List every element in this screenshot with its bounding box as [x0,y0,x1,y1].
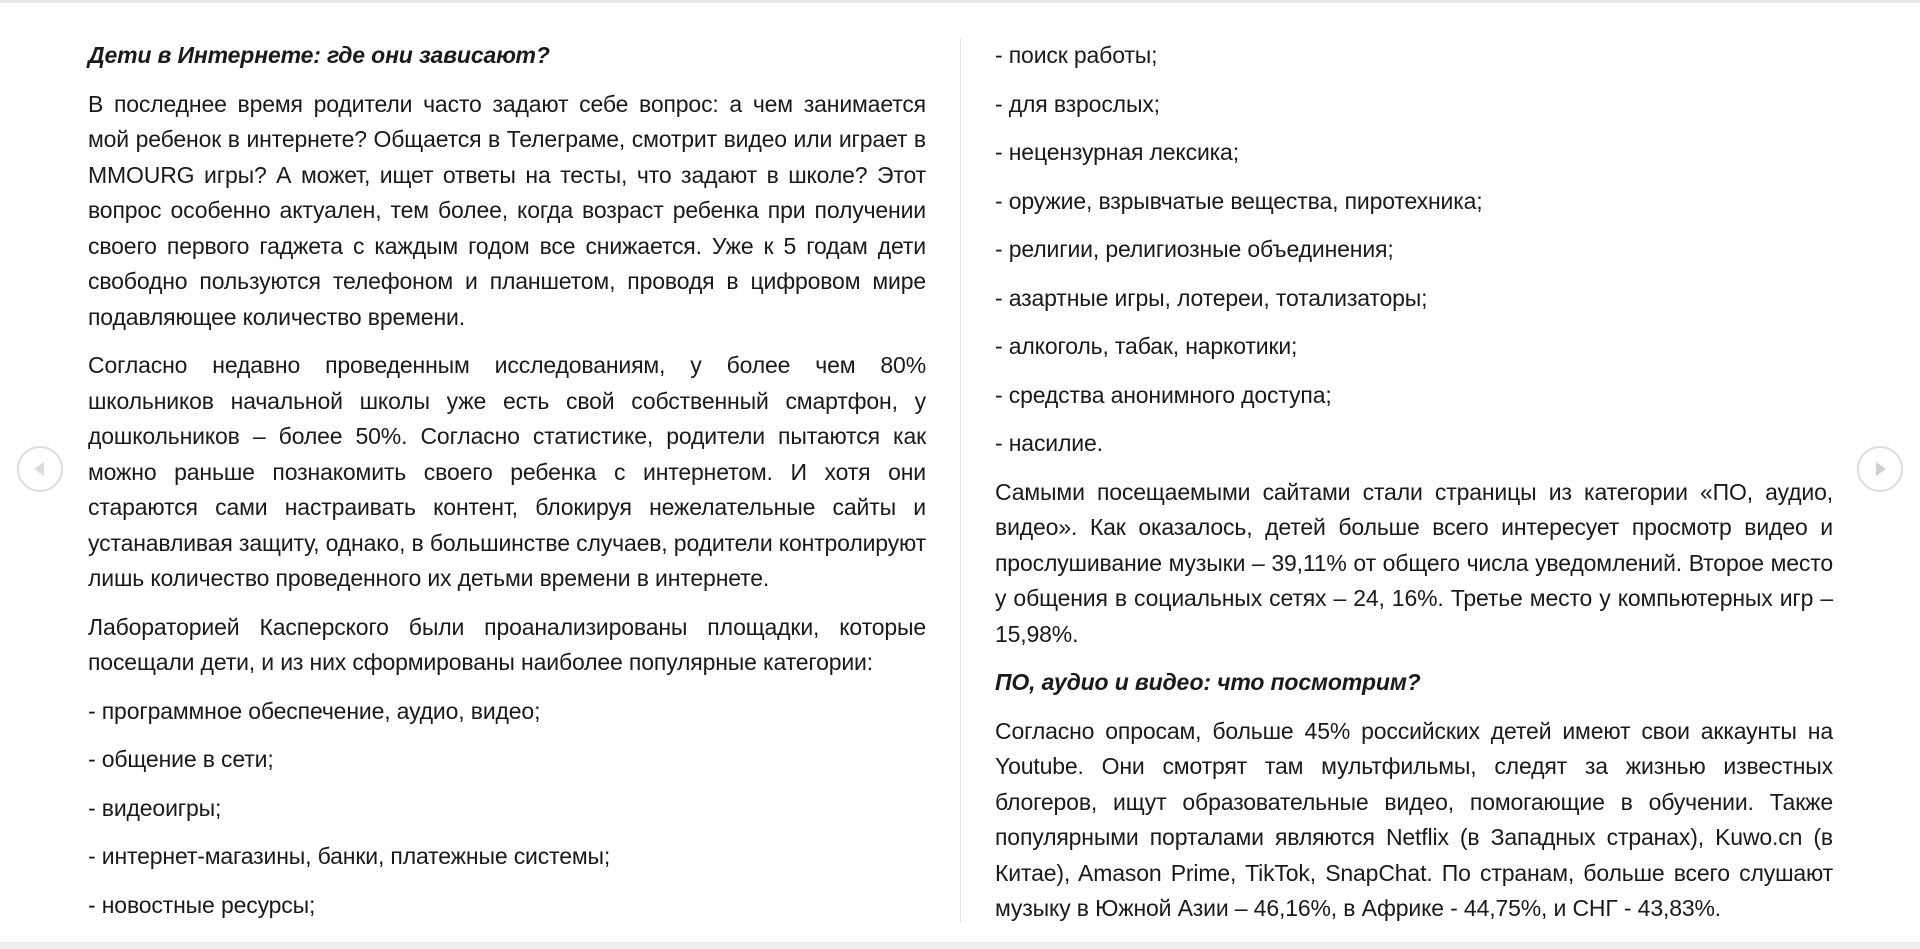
paragraph: Лабораторией Касперского были проанализированы площадки, которые посещали дети, и из них сформированы наиболее популярные категории: [88,613,926,675]
list-item: - интернет-магазины, банки, платежные системы; [88,843,611,869]
list-item: - поиск работы; [995,42,1158,68]
list-item: - общение в сети; [88,746,274,772]
list-item: - средства анонимного доступа; [995,381,1332,408]
list-item: - для взрослых; [995,90,1160,117]
section-heading: Дети в Интернете: где они зависают? [88,42,550,68]
list-item: - насилие. [995,430,1103,456]
list-item: - программное обеспечение, аудио, видео; [88,697,541,724]
paragraph: В последнее время родители часто задают себе вопрос: а чем занимается мой ребенок в интернете? Общается в Телеграме, смотрит видео или играет в MMOURG игры? А может, ищет ответы на тесты, что задают в школе? Этот вопрос особенно актуален, тем более, когда возраст ребенка при получении своего первого гаджета с каждым годом все снижается. Уже к 5 годам дети свободно пользуются телефоном и планшетом, проводя в цифровом мире подавляющее количество времени. [88,90,926,330]
category-list [995,38,1833,462]
list-item: - нецензурная лексика; [995,139,1239,165]
list-item: - новостные ресурсы; [88,891,316,918]
page-divider [960,38,961,923]
right-page [995,38,1833,940]
paragraph: Согласно недавно проведенным исследованиям, у более чем 80% школьников начальной школы уже есть свой собственный смартфон, у дошкольников – более 50%. Согласно статистике, родители пытаются как можно раньше познакомить своего ребенка с интернетом. И хотя они стараются сами настраивать контент, блокируя нежелательные сайты и устанавливая защиту, однако, в большинстве случаев, родители контролируют лишь количество проведенного их детьми времени в интернете. [88,352,926,591]
previous-page-button[interactable] [17,446,63,492]
chevron-right-icon [1870,459,1890,479]
section-heading: ПО, аудио и видео: что посмотрим? [995,669,1421,695]
list-item: - религии, религиозные объединения; [995,236,1394,262]
paragraph: Самыми посещаемыми сайтами стали страницы из категории «ПО, аудио, видео». Как оказалось, детей больше всего интересует просмотр видео и прослушивание музыки – 39,11% от общего числа уведомлений. Второе место у общения в социальных сетях – 24, 16%. Третье место у компьютерных игр – 15,98%. [995,478,1833,647]
list-item: - алкоголь, табак, наркотики; [995,333,1298,359]
chevron-left-icon [30,459,50,479]
list-item: - оружие, взрывчатые вещества, пиротехника; [995,187,1483,214]
bottom-scroll-track [0,942,1920,949]
next-page-button[interactable] [1857,446,1903,492]
left-page [88,38,926,936]
list-item: - азартные игры, лотереи, тотализаторы; [995,284,1428,311]
list-item: - видеоигры; [88,794,222,821]
paragraph: Согласно опросам, больше 45% российских детей имеют свои аккаунты на Youtube. Они смотрят там мультфильмы, следят за жизнью известных блогеров, ищут образовательные видео, помогающие в обучении. Также популярными порталами являются Netflix (в Западных странах), Kuwo.cn (в Китае), Amason Prime, TikTok, SnapChat. По странам, больше всего слушают музыку в Южной Азии – 46,16%, в Африке - 44,75%, и СНГ - 43,83%. [995,717,1833,921]
category-list [88,694,926,924]
